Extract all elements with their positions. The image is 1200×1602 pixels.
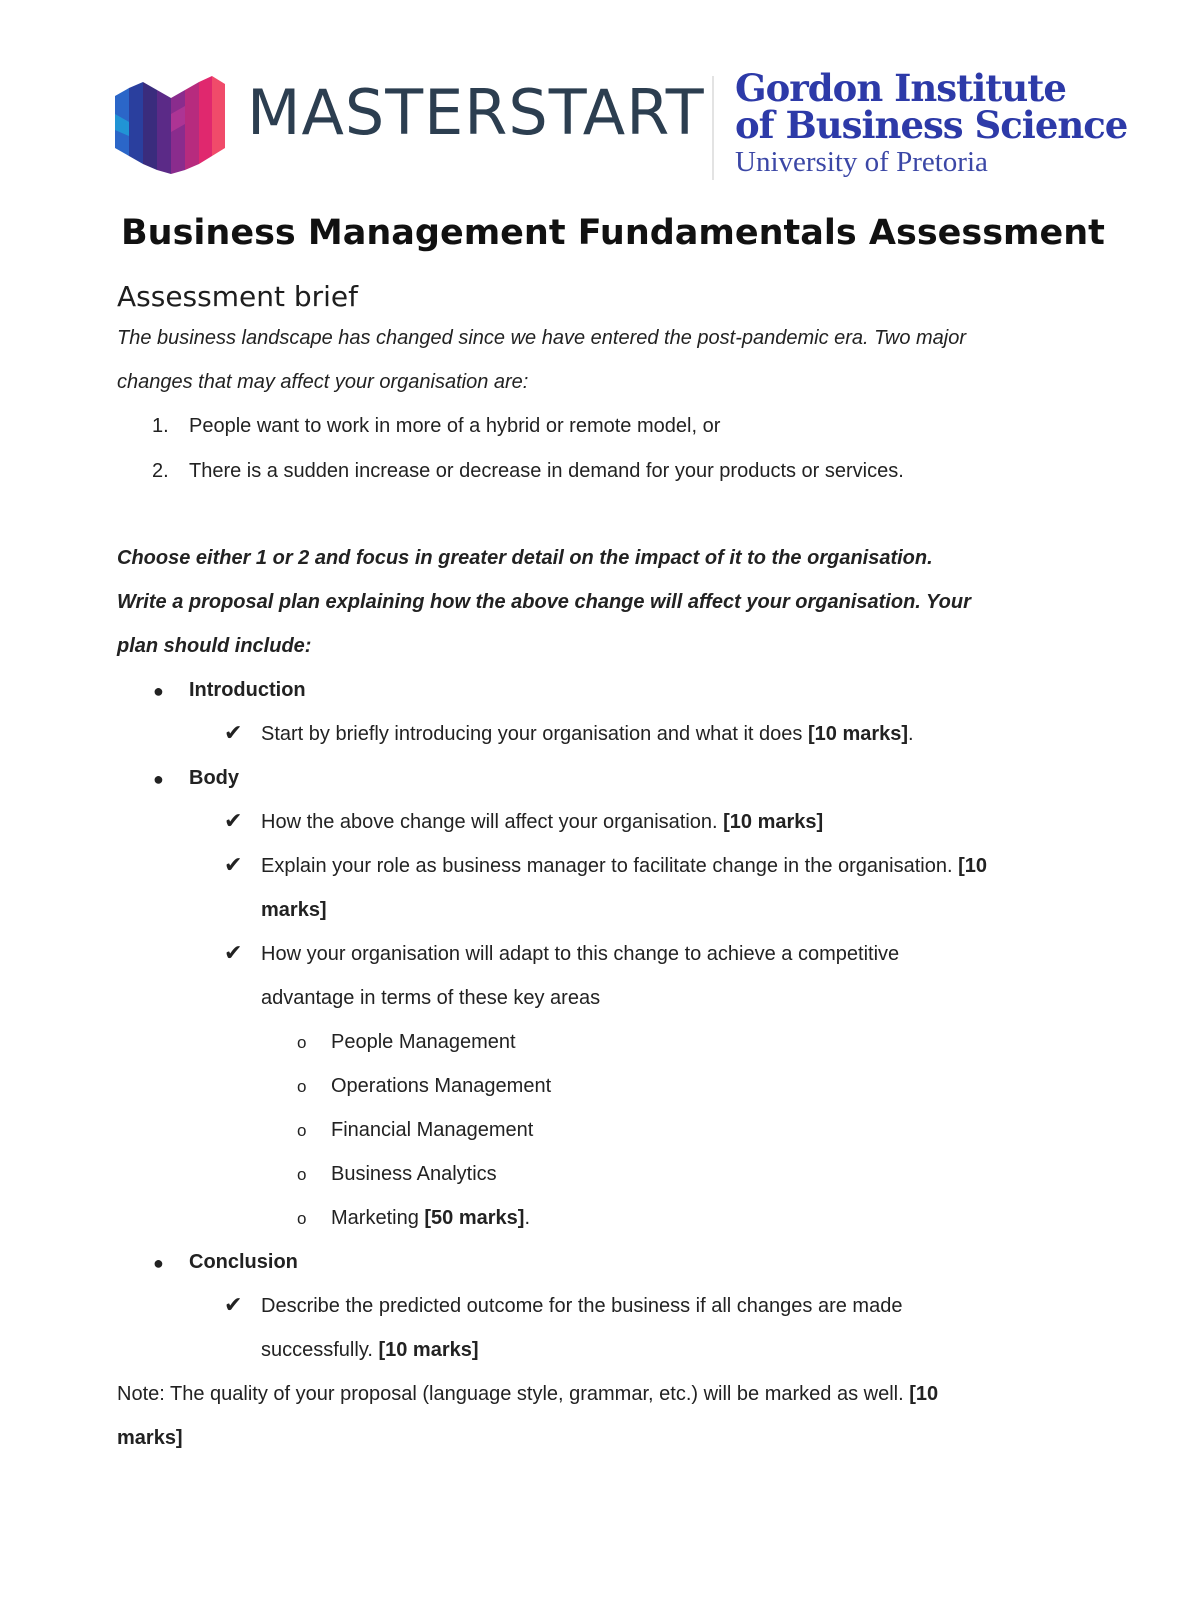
body-item-1 (261, 809, 823, 835)
bullet-icon: ● (153, 769, 164, 789)
punctuation: . (908, 723, 914, 745)
punctuation: . (524, 1207, 530, 1229)
body-item-3-line-2: advantage in terms of these key areas (261, 987, 601, 1009)
introduction-item-text: Start by briefly introducing your organisation and what it does (261, 723, 808, 745)
gibs-logo (735, 66, 1128, 180)
list-number-2: 2. (152, 460, 169, 482)
key-area-text: Marketing (331, 1207, 425, 1229)
circle-bullet-icon: o (297, 1077, 307, 1096)
circle-bullet-icon: o (297, 1121, 307, 1140)
check-icon: ✔ (224, 940, 243, 965)
introduction-item (261, 721, 914, 747)
intro-line-1: The business landscape has changed since we have entered the post-pandemic era. Two major (117, 327, 967, 349)
check-icon: ✔ (224, 720, 243, 745)
intro-line-2: changes that may affect your organisation are: (117, 371, 529, 393)
check-icon: ✔ (224, 852, 243, 877)
marks-label: [10 marks] (807, 723, 909, 745)
marks-label: [10 (909, 1383, 939, 1405)
masterstart-logo-icon (115, 74, 225, 178)
circle-bullet-icon: o (297, 1033, 307, 1052)
body-item-3-line-1: How your organisation will adapt to this change to achieve a competitive (261, 943, 900, 965)
numbered-item-2: There is a sudden increase or decrease in demand for your products or services. (189, 460, 904, 482)
marks-label: [10 marks] (723, 811, 824, 833)
check-icon: ✔ (224, 1292, 243, 1317)
key-area-item: Financial Management (331, 1119, 534, 1141)
marks-label: [10 (958, 855, 987, 877)
note-text: Note: The quality of your proposal (language style, grammar, etc.) will be marked as well. (117, 1383, 910, 1405)
list-number-1: 1. (152, 415, 169, 437)
instruction-line-2: Write a proposal plan explaining how the above change will affect your organisation. Your (117, 591, 971, 613)
key-area-item: People Management (331, 1031, 516, 1053)
key-area-item: Business Analytics (331, 1163, 497, 1185)
key-area-item: Operations Management (331, 1075, 552, 1097)
note-line-1 (117, 1381, 938, 1407)
check-icon: ✔ (224, 808, 243, 833)
gibs-name-line2: of Business Science (735, 103, 1128, 147)
instruction-line-3: plan should include: (117, 635, 312, 657)
circle-bullet-icon: o (297, 1209, 307, 1228)
body-item-2-text: Explain your role as business manager to facilitate change in the organisation. (261, 855, 959, 877)
conclusion-item-line-2 (261, 1337, 479, 1363)
introduction-heading: Introduction (189, 679, 306, 701)
marks-label: [50 marks] (424, 1207, 525, 1229)
section-subtitle: Assessment brief (117, 280, 359, 313)
instruction-line-1: Choose either 1 or 2 and focus in greater detail on the impact of it to the organisation. (117, 547, 933, 569)
conclusion-item-line-1: Describe the predicted outcome for the business if all changes are made (261, 1295, 903, 1317)
header-divider (712, 76, 714, 180)
body-item-1-text: How the above change will affect your organisation. (261, 811, 724, 833)
gibs-university: University of Pretoria (735, 146, 988, 178)
key-area-item-last (331, 1205, 530, 1231)
body-item-2 (261, 853, 987, 879)
gibs-name-line1: Gordon Institute (735, 66, 1066, 110)
bullet-icon: ● (153, 1253, 164, 1273)
note-marks-continued: marks] (117, 1427, 183, 1449)
page-title: Business Management Fundamentals Assessment (121, 213, 1105, 253)
bullet-icon: ● (153, 681, 164, 701)
circle-bullet-icon: o (297, 1165, 307, 1184)
body-heading: Body (189, 767, 239, 789)
marks-label-continued: marks] (261, 899, 327, 921)
marks-label: [10 marks] (378, 1339, 479, 1361)
numbered-item-1: People want to work in more of a hybrid or remote model, or (189, 415, 721, 437)
conclusion-heading: Conclusion (189, 1251, 298, 1273)
masterstart-wordmark: MASTERSTART (247, 76, 705, 149)
page-header (115, 66, 1135, 185)
conclusion-item-text: successfully. (261, 1339, 379, 1361)
